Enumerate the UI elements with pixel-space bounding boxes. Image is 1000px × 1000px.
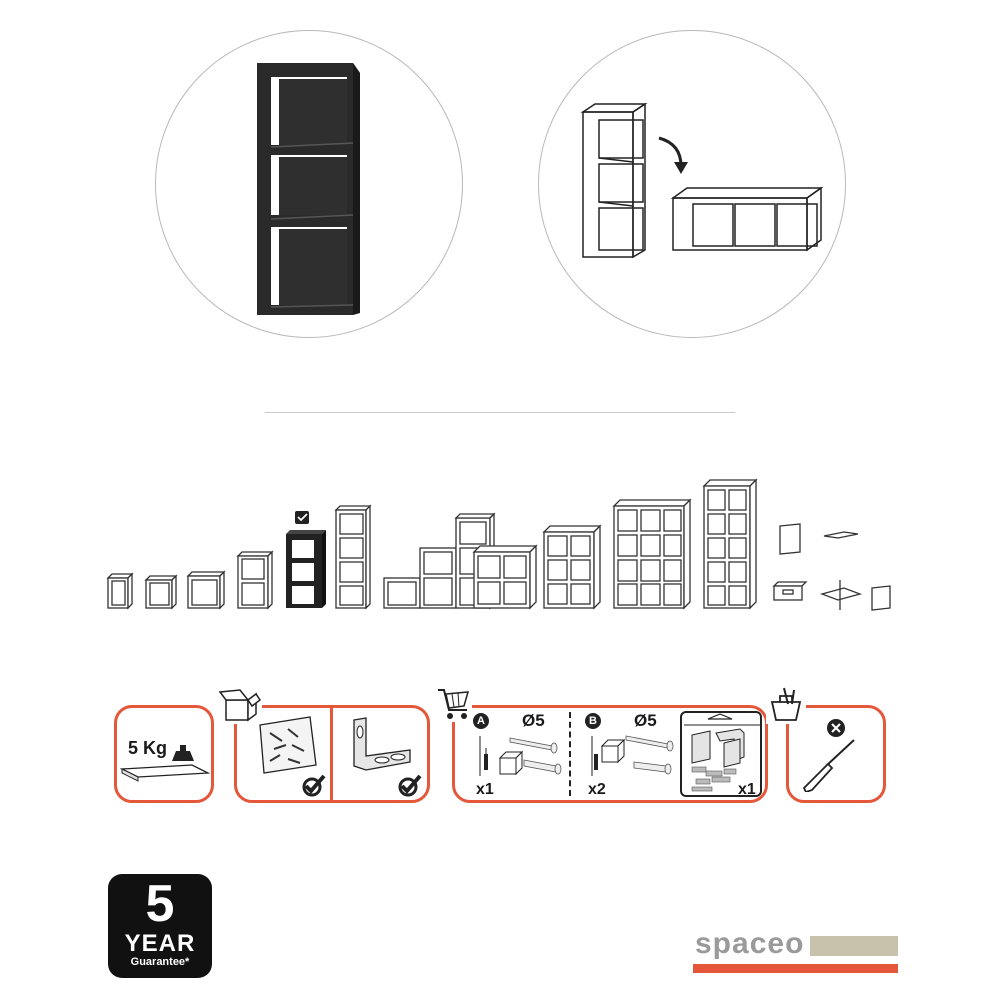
fixing-a-diameter: Ø5 <box>522 711 545 730</box>
panel-divider-line <box>330 708 333 800</box>
cart-icon <box>434 684 472 722</box>
cube-icon <box>602 740 624 762</box>
weight-icon <box>172 745 194 761</box>
config-2x2 <box>474 546 536 608</box>
cube-icon <box>500 752 522 774</box>
wall-kit-quantity: x1 <box>738 781 756 798</box>
screwdriver-icon <box>800 736 860 792</box>
fixing-b-icons <box>584 732 680 782</box>
guarantee-year: YEAR <box>124 930 196 957</box>
rotate-arrow <box>659 138 681 166</box>
toolbox-icon <box>766 684 806 724</box>
hardware-bag-icon <box>254 715 318 775</box>
fixing-a-badge-label: A <box>477 715 485 727</box>
wall-plug-icon <box>634 762 671 774</box>
accessory-back-panel <box>872 586 890 610</box>
fixing-a-quantity: x1 <box>476 781 494 798</box>
config-half-cube <box>108 574 132 608</box>
brand-logo: spaceo <box>693 928 810 960</box>
brand-red-bar <box>693 964 898 973</box>
guarantee-subtitle: Guarantee* <box>130 956 190 968</box>
screw-icon <box>510 738 557 753</box>
config-1-cube <box>188 572 224 608</box>
config-1-cube-small <box>146 576 176 608</box>
fixing-b-badge-label: B <box>589 715 597 727</box>
config-2x3 <box>544 526 600 608</box>
fixings-dashed-separator <box>569 712 571 796</box>
accessory-drawer <box>774 582 806 600</box>
screw-icon <box>626 736 673 751</box>
fixing-a-badge <box>473 713 489 729</box>
accessory-divider <box>822 580 860 610</box>
bracket-icon <box>692 729 744 767</box>
weight-label: 5 Kg <box>128 738 168 758</box>
forbidden-icon <box>826 718 846 738</box>
fixing-b-quantity: x2 <box>588 781 606 798</box>
fixing-b-diameter: Ø5 <box>634 711 657 730</box>
config-3x4 <box>614 500 690 608</box>
orientation-diagram <box>575 100 835 265</box>
config-4-cube-column <box>336 506 370 608</box>
guarantee-badge <box>108 874 212 978</box>
fixing-b-badge <box>585 713 601 729</box>
configuration-range <box>100 470 900 620</box>
section-divider <box>265 412 735 413</box>
accessory-door <box>780 524 800 554</box>
wall-plug-icon <box>524 760 561 774</box>
config-2-cube <box>238 552 272 608</box>
guarantee-number: 5 <box>145 875 175 933</box>
screw-icon <box>692 767 736 791</box>
accessory-shelf-insert <box>824 532 858 538</box>
config-2x5 <box>704 480 756 608</box>
fixing-a-icons <box>472 732 568 782</box>
check-icon <box>300 775 326 797</box>
bracket-icon <box>344 716 416 774</box>
check-icon <box>396 775 422 797</box>
black-shelf-image <box>245 55 365 325</box>
config-3-cube-selected <box>286 511 326 608</box>
